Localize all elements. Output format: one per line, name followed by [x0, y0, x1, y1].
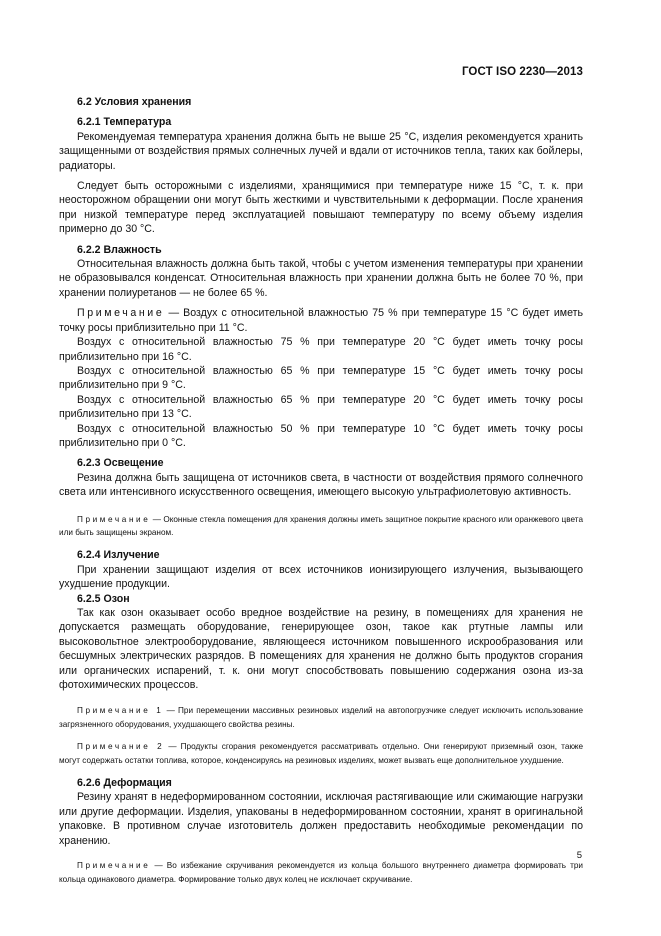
paragraph: Рекомендуемая температура хранения должна быть не выше 25 °С, изделия рекомендуется хранить защищенными от воздействия прямых солнечных лучей и вдали от источников тепла, таких как бойлеры, радиаторы. [59, 130, 583, 172]
paragraph: Следует быть осторожными с изделиями, хранящимися при температуре ниже 15 °С, т. к. при неосторожном обращении они могут быть жесткими и чувствительными к деформации. После хранения при низкой температуре перед эксплуатацией повышают температуру по всему объему изделия примерно до 30 °С. [59, 180, 583, 236]
section-heading-6-2-2: 6.2.2 Влажность [77, 243, 162, 256]
paragraph: Воздух с относительной влажностью 65 % при температуре 20 °С будет иметь точку росы приблизительно при 13 °С. [59, 393, 583, 421]
section-heading-6-2: 6.2 Условия хранения [77, 96, 192, 108]
paragraph: Резину хранят в недеформированном состоянии, исключая растягивающие или сжимающие нагрузки или другие деформации. Изделия, упакованы в недеформированном состоянии, хранят в оригинальной упаковке. В противном случае изготовитель должен предоставить необходимые рекомендации по хранению. [59, 791, 583, 847]
paragraph: При хранении защищают изделия от всех источников ионизирующего излучения, вызывающего ухудшение продукции. [59, 563, 583, 591]
page-number: 5 [576, 850, 582, 861]
paragraph: Относительная влажность должна быть такой, чтобы с учетом изменения температуры при хранении не образовывался конденсат. Относительная влажность при хранении должна быть не более 70 %, при хранении полиуретанов — не более 65 %. [59, 258, 583, 299]
section-heading-6-2-3: 6.2.3 Освещение [77, 457, 164, 470]
section-heading-6-2-5: 6.2.5 Озон [77, 592, 130, 605]
note-text: — Во избежание скручивания рекомендуется из кольца большого внутреннего диаметра формировать три кольца одинакового диаметра. Формирование только двух колец не исключает скручивание. [59, 861, 583, 884]
note-label: Примечание [77, 514, 151, 524]
note-text: — При перемещении массивных резиновых изделий на автопогрузчике следует исключить использование загрязненного оборудования, ухудшающего свойства резины. [59, 706, 583, 729]
standard-header: ГОСТ ISO 2230—2013 [461, 66, 583, 78]
note [59, 306, 583, 335]
note-label: Примечание 1 [77, 706, 164, 716]
note [59, 859, 583, 886]
document-body [59, 95, 583, 886]
paragraph: Воздух с относительной влажностью 50 % при температуре 10 °С будет иметь точку росы приблизительно при 0 °С. [59, 422, 583, 449]
note [59, 513, 583, 540]
note-text: — Продукты сгорания рекомендуется рассматривать отдельно. Они генерируют приземный озон, также могут содержать остатки топлива, которое, конденсируясь на резиновых изделиях, может вызвать еще дополнительное ухудшение. [59, 742, 583, 765]
section-heading-6-2-4: 6.2.4 Излучение [77, 549, 160, 562]
section-heading-6-2-1: 6.2.1 Температура [77, 116, 172, 129]
paragraph: Воздух с относительной влажностью 75 % при температуре 20 °С будет иметь точку росы приблизительно при 16 °С. [59, 336, 583, 363]
note-text: — Воздух с относительной влажностью 75 % при температуре 15 °С будет иметь точку росы приблизительно при 11 °С. [59, 307, 583, 334]
paragraph: Резина должна быть защищена от источников света, в частности от воздействия прямого солнечного света или интенсивного искусственного освещения, имеющего высокую ультрафиолетовую активность. [59, 471, 583, 499]
note-text: — Оконные стекла помещения для хранения должны иметь защитное покрытие красного или оранжевого цвета или быть защищены экраном. [59, 514, 583, 537]
note-label: Примечание 2 [77, 742, 165, 752]
note-label: Примечание [77, 861, 151, 871]
note [59, 704, 583, 731]
paragraph: Воздух с относительной влажностью 65 % при температуре 15 °С будет иметь точку росы приблизительно при 9 °С. [59, 364, 583, 392]
section-heading-6-2-6: 6.2.6 Деформация [77, 777, 172, 790]
note-label: Примечание [77, 307, 165, 320]
note [59, 740, 583, 767]
paragraph: Так как озон оказывает особо вредное воздействие на резину, в помещениях для хранения не допускается размещать оборудование, генерирующее озон, такое как ртутные лампы или высоковольтное электрооборудование, являющееся источником повышенного искрообразования или бесшумных электрических разрядов. В помещениях для хранения не должно быть продуктов сгорания или органических испарений, т. к. они могут способствовать повышению содержания озона из-за фотохимических процессов. [59, 607, 583, 692]
